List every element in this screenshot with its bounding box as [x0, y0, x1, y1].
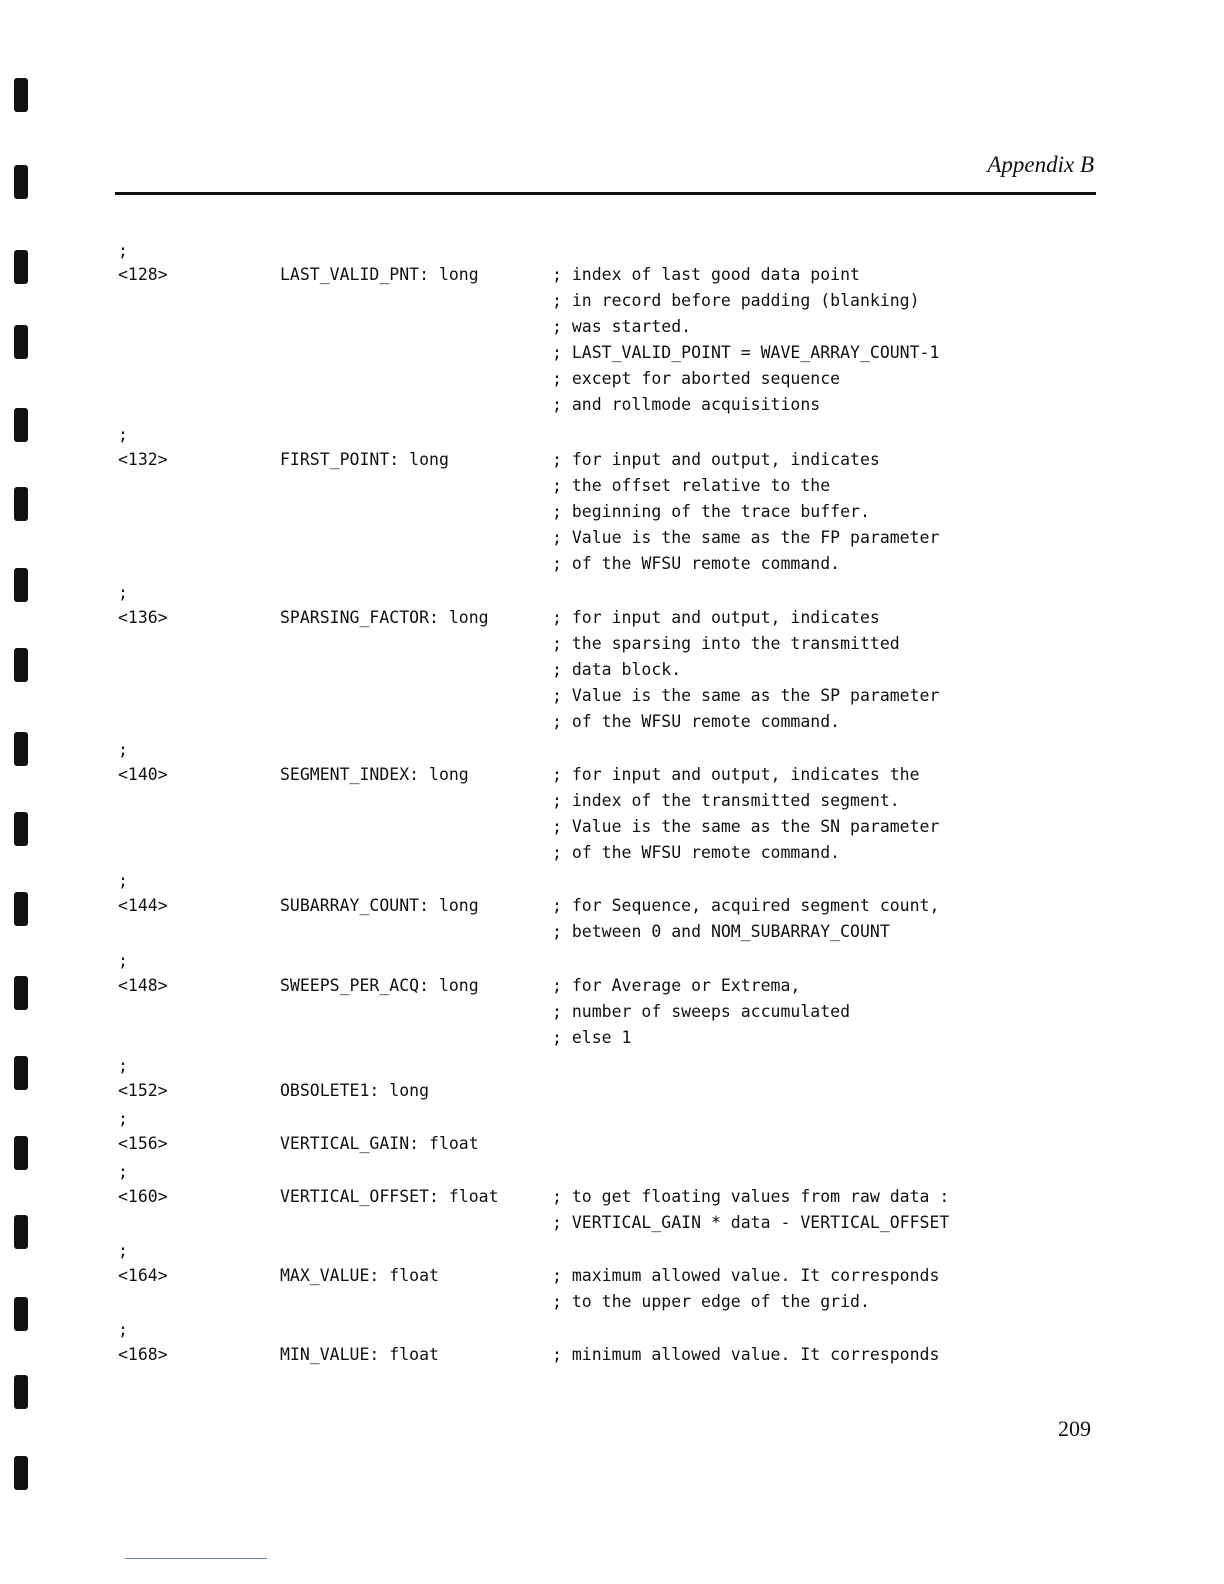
entry-separator: ;: [118, 583, 128, 602]
entry-offset: <168>: [118, 1345, 168, 1364]
entry-comment-line: ; else 1: [552, 1028, 632, 1047]
entry-comment-line: ; for Average or Extrema,: [552, 976, 801, 995]
entry-field: LAST_VALID_PNT: long: [280, 265, 479, 284]
binder-hole-mark: [14, 1297, 28, 1331]
entry-comment-line: ; VERTICAL_GAIN * data - VERTICAL_OFFSET: [552, 1213, 950, 1232]
entry-comment-line: ; Value is the same as the SP parameter: [552, 686, 940, 705]
entry-offset: <156>: [118, 1134, 168, 1153]
entry-comment-line: ; of the WFSU remote command.: [552, 712, 841, 731]
entry-comment-line: ; to the upper edge of the grid.: [552, 1292, 870, 1311]
entry-comment-line: ; beginning of the trace buffer.: [552, 502, 870, 521]
entry-offset: <148>: [118, 976, 168, 995]
entry-comment-line: ; data block.: [552, 660, 682, 679]
entry-comment-line: ; in record before padding (blanking): [552, 291, 920, 310]
entry-offset: <128>: [118, 265, 168, 284]
entry-comment-line: ; for input and output, indicates the: [552, 765, 920, 784]
entry-separator: ;: [118, 1109, 128, 1128]
entry-offset: <136>: [118, 608, 168, 627]
entry-offset: <140>: [118, 765, 168, 784]
entry-comment-line: ; Value is the same as the SN parameter: [552, 817, 940, 836]
entry-field: SUBARRAY_COUNT: long: [280, 896, 479, 915]
binder-hole-mark: [14, 1056, 28, 1090]
entry-separator: ;: [118, 241, 128, 260]
entry-comment-line: ; maximum allowed value. It corresponds: [552, 1266, 940, 1285]
binder-hole-mark: [14, 165, 28, 199]
entry-separator: ;: [118, 1320, 128, 1339]
entry-separator: ;: [118, 1241, 128, 1260]
binder-hole-mark: [14, 1215, 28, 1249]
entry-field: VERTICAL_OFFSET: float: [280, 1187, 499, 1206]
entry-separator: ;: [118, 951, 128, 970]
entry-field: MAX_VALUE: float: [280, 1266, 439, 1285]
entry-comment-line: ; for input and output, indicates: [552, 608, 880, 627]
entry-comment-line: ; the sparsing into the transmitted: [552, 634, 900, 653]
entry-field: OBSOLETE1: long: [280, 1081, 430, 1100]
entry-comment-line: ; except for aborted sequence: [552, 369, 841, 388]
entry-comment-line: ; number of sweeps accumulated: [552, 1002, 851, 1021]
entry-separator: ;: [118, 1056, 128, 1075]
binder-hole-mark: [14, 1136, 28, 1170]
entry-comment-line: ; Value is the same as the FP parameter: [552, 528, 940, 547]
binder-hole-mark: [14, 1375, 28, 1409]
entry-field: SWEEPS_PER_ACQ: long: [280, 976, 479, 995]
page-header-title: Appendix B: [987, 152, 1094, 177]
entry-comment-line: ; index of the transmitted segment.: [552, 791, 900, 810]
entry-offset: <144>: [118, 896, 168, 915]
binder-hole-mark: [14, 976, 28, 1010]
entry-comment-line: ; of the WFSU remote command.: [552, 554, 841, 573]
binder-hole-mark: [14, 812, 28, 846]
entry-offset: <132>: [118, 450, 168, 469]
entry-field: VERTICAL_GAIN: float: [280, 1134, 479, 1153]
entry-comment-line: ; LAST_VALID_POINT = WAVE_ARRAY_COUNT-1: [552, 343, 940, 362]
binder-hole-mark: [14, 487, 28, 521]
entry-field: FIRST_POINT: long: [280, 450, 449, 469]
binder-hole-mark: [14, 325, 28, 359]
entry-comment-line: ; index of last good data point: [552, 265, 860, 284]
entry-comment-line: ; between 0 and NOM_SUBARRAY_COUNT: [552, 922, 890, 941]
entry-separator: ;: [118, 740, 128, 759]
entry-comment-line: ; the offset relative to the: [552, 476, 831, 495]
page-number: 209: [1058, 1416, 1091, 1441]
entry-comment-line: ; minimum allowed value. It corresponds: [552, 1345, 940, 1364]
binder-hole-mark: [14, 648, 28, 682]
entry-comment-line: ; for input and output, indicates: [552, 450, 880, 469]
binder-hole-mark: [14, 732, 28, 766]
binder-hole-mark: [14, 892, 28, 926]
entry-field: MIN_VALUE: float: [280, 1345, 439, 1364]
binder-hole-mark: [14, 78, 28, 112]
binder-hole-mark: [14, 408, 28, 442]
entry-comment-line: ; was started.: [552, 317, 692, 336]
footer-line: [125, 1558, 267, 1559]
entry-offset: <164>: [118, 1266, 168, 1285]
binder-hole-mark: [14, 1456, 28, 1490]
entry-offset: <160>: [118, 1187, 168, 1206]
entry-separator: ;: [118, 425, 128, 444]
header-rule: [115, 192, 1096, 195]
entry-field: SEGMENT_INDEX: long: [280, 765, 469, 784]
binder-hole-mark: [14, 568, 28, 602]
entry-comment-line: ; and rollmode acquisitions: [552, 395, 821, 414]
entry-offset: <152>: [118, 1081, 168, 1100]
entry-comment-line: ; for Sequence, acquired segment count,: [552, 896, 940, 915]
entry-field: SPARSING_FACTOR: long: [280, 608, 489, 627]
binder-hole-mark: [14, 250, 28, 284]
entry-comment-line: ; to get floating values from raw data :: [552, 1187, 950, 1206]
entry-separator: ;: [118, 871, 128, 890]
entry-separator: ;: [118, 1162, 128, 1181]
entry-comment-line: ; of the WFSU remote command.: [552, 843, 841, 862]
